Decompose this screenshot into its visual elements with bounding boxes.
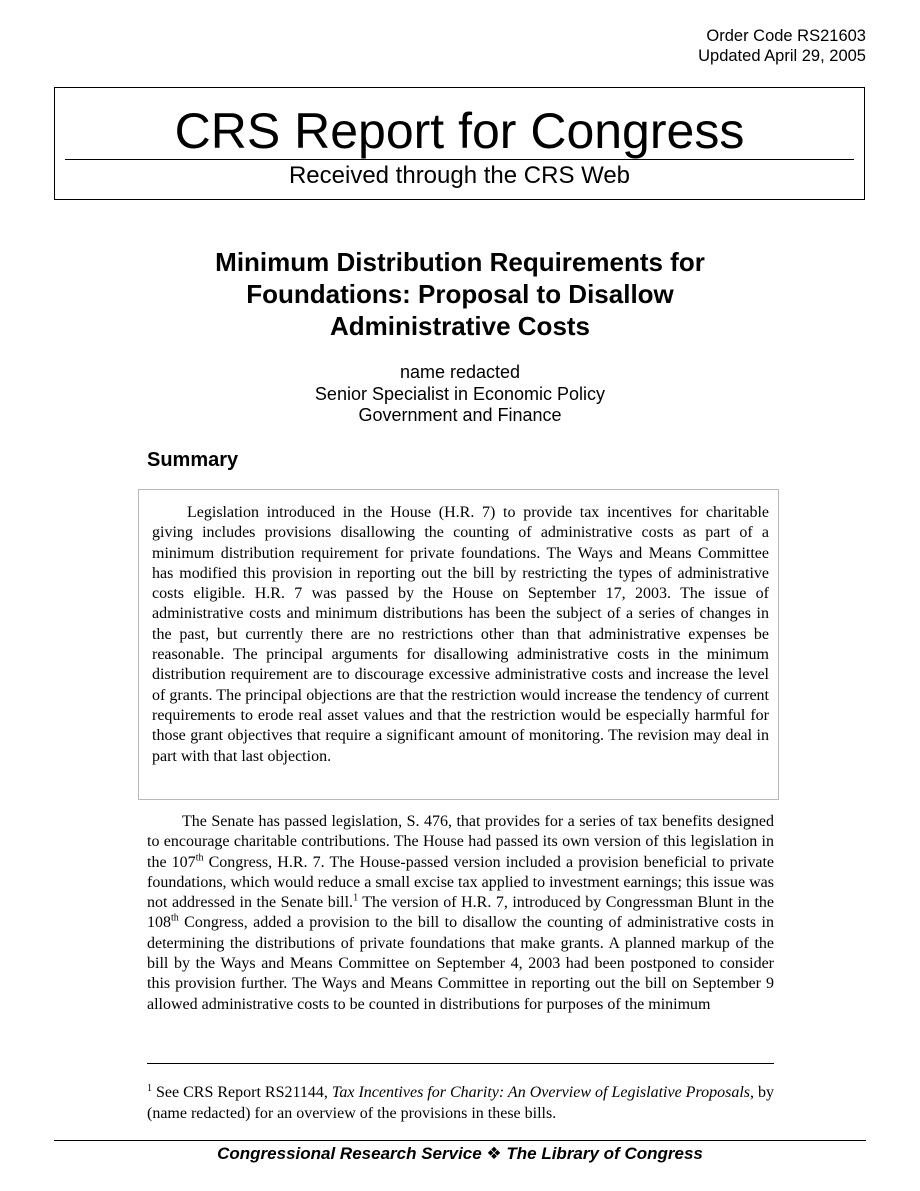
body-text-part: The Senate has passed legislation, S. 476, that provides for a series of tax benefits designed to encourage charitable contributions. The House had passed its own version of this legislation in the 107 — [147, 813, 774, 871]
body-paragraph — [147, 812, 774, 1015]
masthead-box — [54, 87, 865, 200]
updated-date: Updated April 29, 2005 — [698, 47, 866, 65]
order-code: Order Code RS21603 — [706, 27, 866, 45]
footnote-text: , by (name redacted) for an overview of the provisions in these bills. — [147, 1084, 775, 1122]
title-line-3: Administrative Costs — [329, 311, 591, 341]
ordinal-superscript: th — [195, 852, 204, 864]
body-text-part: Congress, H.R. 7. The House-passed version included a provision beneficial to private foundations, which would reduce a small excise tax applied to investment earnings; this issue was not addressed in the Senate bill. — [147, 853, 774, 912]
author-block — [0, 362, 920, 427]
masthead-title: CRS Report for Congress — [174, 103, 745, 159]
author-name: name redacted — [399, 362, 521, 382]
title-line-2: Foundations: Proposal to Disallow — [246, 279, 674, 309]
footnote-reference[interactable]: 1 — [353, 892, 359, 904]
footnote — [147, 1082, 774, 1124]
title-line-1: Minimum Distribution Requirements for — [215, 247, 705, 277]
summary-heading: Summary — [147, 449, 239, 471]
footnote-cited-title: Tax Incentives for Charity: An Overview of Legislative Proposals — [331, 1084, 750, 1101]
body-text-part: The version of H.R. 7, introduced by Congressman Blunt in the 108 — [147, 894, 774, 932]
footnote-text: See CRS Report RS21144, — [156, 1084, 332, 1101]
footnote-divider — [147, 1063, 774, 1064]
footer-divider — [54, 1140, 866, 1141]
author-division: Government and Finance — [358, 405, 562, 425]
ordinal-superscript: th — [171, 913, 179, 925]
page-footer: Congressional Research Service ❖ The Library of Congress — [217, 1144, 703, 1163]
author-position: Senior Specialist in Economic Policy — [314, 383, 606, 404]
order-code-block — [698, 26, 866, 66]
summary-text: Legislation introduced in the House (H.R. 7) to provide tax incentives for charitable giving includes provisions disallowing the counting of administrative costs as part of a minimum distribution requirement for private foundations. The Ways and Means Committee has modified this provision in reporting out the bill by restricting the types of administrative costs eligible. H.R. 7 was passed by the House on September 17, 2003. The issue of administrative costs and minimum distributions has been the subject of a series of changes in the past, but currently there are no restrictions other than that administrative expenses be reasonable. The principal arguments for disallowing administrative costs in the minimum distribution requirement are to discourage excessive administrative costs and increase the level of grants. The principal objections are that the restriction would increase the tendency of current requirements to erode real asset values and that the restriction would be especially harmful for those grant objectives that require a significant amount of monitoring. The revision may deal in part with that last objection. — [152, 504, 769, 765]
body-text-part: Congress, added a provision to the bill to disallow the counting of administrative costs in determining the distributions of private foundations that make grants. A planned markup of the bill by the Ways and Means Committee on September 4, 2003 had been postponed to consider this provision further. The Ways and Means Committee in reporting out the bill on September 9 allowed administrative costs to be counted in distributions for purposes of the minimum — [147, 914, 774, 1013]
masthead-divider — [65, 159, 854, 160]
masthead-subtitle: Received through the CRS Web — [288, 162, 631, 189]
footnote-number: 1 — [147, 1082, 152, 1094]
document-title — [100, 246, 820, 342]
